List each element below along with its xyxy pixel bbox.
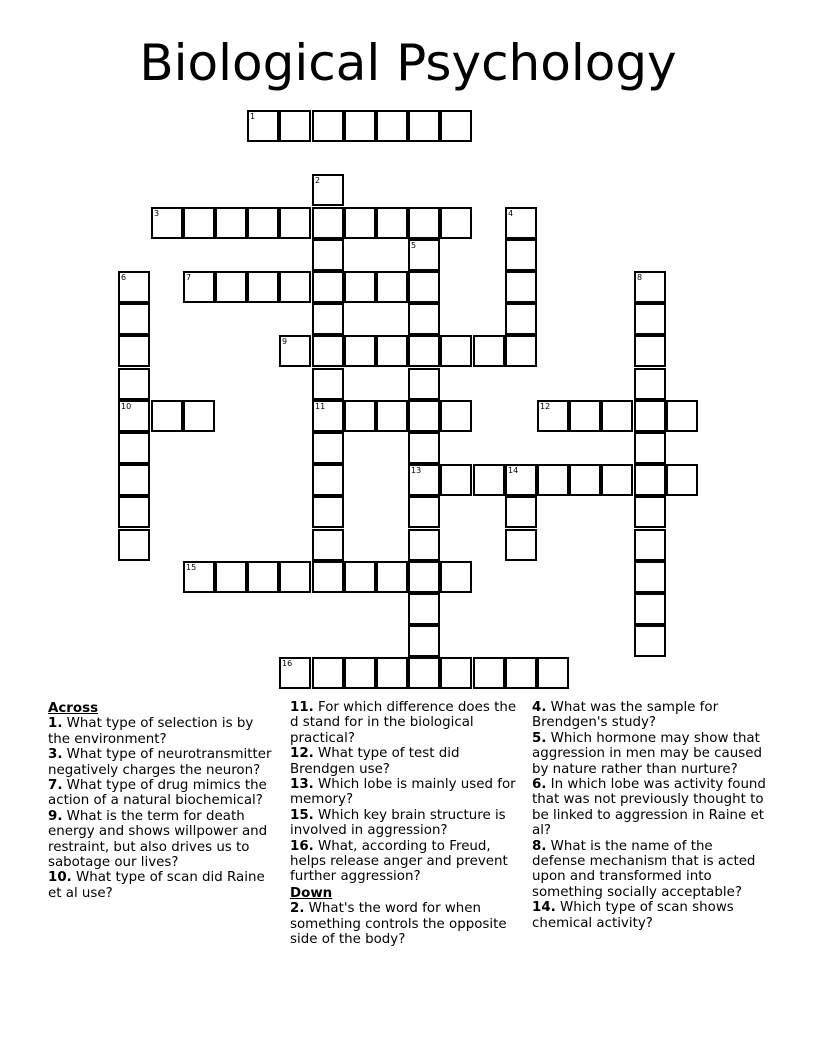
grid-cell[interactable] bbox=[118, 496, 150, 528]
clue-across-10 bbox=[48, 870, 276, 901]
clue-number: 6. bbox=[532, 777, 547, 793]
clues-column-3 bbox=[532, 700, 770, 931]
grid-cell[interactable] bbox=[344, 657, 376, 689]
cell-number: 6 bbox=[121, 273, 127, 282]
clue-down-6 bbox=[532, 777, 770, 839]
grid-cell[interactable] bbox=[569, 400, 601, 432]
cell-number: 16 bbox=[282, 659, 293, 668]
clue-down-5 bbox=[532, 731, 770, 777]
clue-number: 14. bbox=[532, 900, 556, 916]
cell-number: 11 bbox=[315, 402, 326, 411]
grid-cell[interactable] bbox=[408, 432, 440, 464]
grid-cell[interactable] bbox=[215, 561, 247, 593]
clue-text: Which lobe is mainly used for memory? bbox=[290, 777, 516, 808]
cell-number: 13 bbox=[411, 466, 422, 475]
grid-cell[interactable] bbox=[312, 335, 344, 367]
grid-cell[interactable] bbox=[312, 496, 344, 528]
grid-cell[interactable] bbox=[634, 625, 666, 657]
clue-across-3 bbox=[48, 747, 276, 778]
grid-cell[interactable] bbox=[408, 335, 440, 367]
grid-cell[interactable] bbox=[279, 110, 311, 142]
grid-cell[interactable] bbox=[118, 464, 150, 496]
clues-column-1 bbox=[48, 700, 276, 901]
grid-cell[interactable] bbox=[505, 529, 537, 561]
clue-text: Which hormone may show that aggression in men may be caused by nature rather than nurture? bbox=[532, 730, 762, 777]
grid-cell[interactable] bbox=[376, 400, 408, 432]
clue-across-13 bbox=[290, 777, 522, 808]
grid-cell[interactable] bbox=[634, 432, 666, 464]
clues-column-2 bbox=[290, 700, 522, 948]
grid-cell[interactable] bbox=[376, 561, 408, 593]
grid-cell[interactable] bbox=[473, 335, 505, 367]
grid-cell[interactable] bbox=[279, 271, 311, 303]
cell-number: 8 bbox=[637, 273, 643, 282]
grid-cell[interactable] bbox=[183, 271, 215, 303]
clue-number: 1. bbox=[48, 716, 63, 732]
clue-text: In which lobe was activity found that was not previously thought to be linked to aggression in Raine et al? bbox=[532, 777, 766, 839]
clue-number: 2. bbox=[290, 901, 305, 917]
grid-cell[interactable] bbox=[118, 271, 150, 303]
cell-number: 2 bbox=[315, 176, 321, 185]
grid-cell[interactable] bbox=[440, 400, 472, 432]
across-heading: Across bbox=[48, 701, 99, 716]
grid-cell[interactable] bbox=[505, 335, 537, 367]
clue-number: 10. bbox=[48, 870, 72, 886]
grid-cell[interactable] bbox=[601, 464, 633, 496]
grid-cell[interactable] bbox=[247, 207, 279, 239]
grid-cell[interactable] bbox=[505, 496, 537, 528]
grid-cell[interactable] bbox=[440, 110, 472, 142]
grid-cell[interactable] bbox=[537, 657, 569, 689]
grid-cell[interactable] bbox=[408, 110, 440, 142]
grid-cell[interactable] bbox=[634, 400, 666, 432]
clue-number: 3. bbox=[48, 747, 63, 763]
grid-cell[interactable] bbox=[634, 335, 666, 367]
cell-number: 5 bbox=[411, 241, 417, 250]
grid-cell[interactable] bbox=[312, 464, 344, 496]
grid-cell[interactable] bbox=[634, 561, 666, 593]
clue-text: Which type of scan shows chemical activity? bbox=[532, 900, 734, 931]
grid-cell[interactable] bbox=[408, 625, 440, 657]
grid-cell[interactable] bbox=[473, 657, 505, 689]
grid-cell[interactable] bbox=[634, 368, 666, 400]
clue-across-1 bbox=[48, 716, 276, 747]
grid-cell[interactable] bbox=[666, 400, 698, 432]
grid-cell[interactable] bbox=[505, 303, 537, 335]
grid-cell[interactable] bbox=[408, 464, 440, 496]
grid-cell[interactable] bbox=[312, 657, 344, 689]
grid-cell[interactable] bbox=[344, 207, 376, 239]
clue-number: 12. bbox=[290, 746, 314, 762]
grid-cell[interactable] bbox=[408, 593, 440, 625]
clue-number: 11. bbox=[290, 700, 314, 715]
grid-cell[interactable] bbox=[505, 207, 537, 239]
grid-cell[interactable] bbox=[183, 561, 215, 593]
grid-cell[interactable] bbox=[505, 464, 537, 496]
grid-cell[interactable] bbox=[408, 496, 440, 528]
grid-cell[interactable] bbox=[440, 657, 472, 689]
grid-cell[interactable] bbox=[118, 529, 150, 561]
grid-cell[interactable] bbox=[118, 303, 150, 335]
clue-number: 13. bbox=[290, 777, 314, 793]
grid-cell[interactable] bbox=[312, 239, 344, 271]
clue-across-15 bbox=[290, 808, 522, 839]
clue-text: What is the term for death energy and shows willpower and restraint, but also drives us to sabotage our lives? bbox=[48, 808, 268, 871]
clue-down-4 bbox=[532, 700, 770, 731]
grid-cell[interactable] bbox=[440, 335, 472, 367]
grid-cell[interactable] bbox=[634, 303, 666, 335]
cell-number: 3 bbox=[154, 209, 160, 218]
grid-cell[interactable] bbox=[247, 110, 279, 142]
cell-number: 1 bbox=[250, 112, 256, 121]
grid-cell[interactable] bbox=[408, 400, 440, 432]
grid-cell[interactable] bbox=[376, 271, 408, 303]
grid-cell[interactable] bbox=[344, 335, 376, 367]
grid-cell[interactable] bbox=[215, 207, 247, 239]
grid-cell[interactable] bbox=[666, 464, 698, 496]
grid-cell[interactable] bbox=[279, 207, 311, 239]
grid-cell[interactable] bbox=[344, 271, 376, 303]
grid-cell[interactable] bbox=[505, 271, 537, 303]
grid-cell[interactable] bbox=[440, 207, 472, 239]
clue-text: What is the name of the defense mechanism that is acted upon and transformed into something socially acceptable? bbox=[532, 838, 756, 900]
grid-cell[interactable] bbox=[376, 335, 408, 367]
grid-cell[interactable] bbox=[312, 271, 344, 303]
grid-cell[interactable] bbox=[408, 657, 440, 689]
clue-text: What type of drug mimics the action of a natural biochemical? bbox=[48, 778, 267, 809]
cell-number: 4 bbox=[508, 209, 514, 218]
grid-cell[interactable] bbox=[440, 464, 472, 496]
page-title: Biological Psychology bbox=[139, 34, 677, 92]
grid-cell[interactable] bbox=[312, 207, 344, 239]
grid-cell[interactable] bbox=[505, 657, 537, 689]
clue-across-11 bbox=[290, 700, 522, 746]
grid-cell[interactable] bbox=[118, 368, 150, 400]
grid-cell[interactable] bbox=[312, 303, 344, 335]
grid-cell[interactable] bbox=[376, 110, 408, 142]
clue-number: 7. bbox=[48, 778, 63, 794]
grid-cell[interactable] bbox=[118, 432, 150, 464]
grid-cell[interactable] bbox=[344, 400, 376, 432]
grid-cell[interactable] bbox=[408, 303, 440, 335]
clue-number: 4. bbox=[532, 700, 547, 715]
grid-cell[interactable] bbox=[312, 400, 344, 432]
grid-cell[interactable] bbox=[569, 464, 601, 496]
grid-cell[interactable] bbox=[376, 657, 408, 689]
grid-cell[interactable] bbox=[408, 271, 440, 303]
grid-cell[interactable] bbox=[408, 561, 440, 593]
grid-cell[interactable] bbox=[118, 400, 150, 432]
clue-number: 16. bbox=[290, 838, 314, 854]
grid-cell[interactable] bbox=[408, 529, 440, 561]
cell-number: 7 bbox=[186, 273, 192, 282]
grid-cell[interactable] bbox=[118, 335, 150, 367]
clue-across-9 bbox=[48, 809, 276, 871]
clue-down-2 bbox=[290, 901, 522, 947]
grid-cell[interactable] bbox=[537, 464, 569, 496]
clue-number: 9. bbox=[48, 808, 63, 824]
grid-cell[interactable] bbox=[408, 239, 440, 271]
grid-cell[interactable] bbox=[151, 400, 183, 432]
grid-cell[interactable] bbox=[247, 271, 279, 303]
clue-text: What's the word for when something controls the opposite side of the body? bbox=[290, 901, 507, 948]
clue-number: 8. bbox=[532, 838, 547, 854]
clue-number: 15. bbox=[290, 807, 314, 823]
grid-cell[interactable] bbox=[408, 207, 440, 239]
grid-cell[interactable] bbox=[634, 271, 666, 303]
clue-text: What type of scan did Raine et al use? bbox=[48, 870, 265, 901]
cell-number: 12 bbox=[540, 402, 551, 411]
grid-cell[interactable] bbox=[183, 207, 215, 239]
grid-cell[interactable] bbox=[312, 110, 344, 142]
cell-number: 10 bbox=[121, 402, 132, 411]
cell-number: 9 bbox=[282, 337, 288, 346]
clue-number: 5. bbox=[532, 730, 547, 746]
clue-text: What was the sample for Brendgen's study? bbox=[532, 700, 719, 731]
clue-text: What type of selection is by the environment? bbox=[48, 716, 254, 747]
grid-cell[interactable] bbox=[215, 271, 247, 303]
clue-text: For which difference does the d stand for in the biological practical? bbox=[290, 700, 517, 746]
clue-down-8 bbox=[532, 839, 770, 901]
grid-cell[interactable] bbox=[312, 529, 344, 561]
grid-cell[interactable] bbox=[344, 561, 376, 593]
grid-cell[interactable] bbox=[440, 561, 472, 593]
grid-cell[interactable] bbox=[537, 400, 569, 432]
clue-text: What, according to Freud, helps release anger and prevent further aggression? bbox=[290, 838, 508, 885]
grid-cell[interactable] bbox=[344, 110, 376, 142]
clue-across-12 bbox=[290, 746, 522, 777]
grid-cell[interactable] bbox=[634, 496, 666, 528]
grid-cell[interactable] bbox=[279, 335, 311, 367]
grid-cell[interactable] bbox=[312, 432, 344, 464]
clue-text: What type of test did Brendgen use? bbox=[290, 746, 460, 777]
cell-number: 14 bbox=[508, 466, 519, 475]
clue-across-16 bbox=[290, 839, 522, 885]
clue-across-7 bbox=[48, 778, 276, 809]
grid-cell[interactable] bbox=[279, 561, 311, 593]
cell-number: 15 bbox=[186, 563, 197, 572]
grid-cell[interactable] bbox=[312, 561, 344, 593]
grid-cell[interactable] bbox=[505, 239, 537, 271]
clue-down-14 bbox=[532, 900, 770, 931]
grid-cell[interactable] bbox=[151, 207, 183, 239]
down-heading: Down bbox=[290, 885, 333, 901]
grid-cell[interactable] bbox=[601, 400, 633, 432]
grid-cell[interactable] bbox=[312, 174, 344, 206]
grid-cell[interactable] bbox=[408, 368, 440, 400]
grid-cell[interactable] bbox=[247, 561, 279, 593]
grid-cell[interactable] bbox=[312, 368, 344, 400]
grid-cell[interactable] bbox=[634, 464, 666, 496]
grid-cell[interactable] bbox=[473, 464, 505, 496]
clue-text: Which key brain structure is involved in aggression? bbox=[290, 807, 506, 839]
grid-cell[interactable] bbox=[634, 593, 666, 625]
clue-text: What type of neurotransmitter negatively charges the neuron? bbox=[48, 747, 272, 778]
grid-cell[interactable] bbox=[183, 400, 215, 432]
grid-cell[interactable] bbox=[376, 207, 408, 239]
grid-cell[interactable] bbox=[279, 657, 311, 689]
grid-cell[interactable] bbox=[634, 529, 666, 561]
